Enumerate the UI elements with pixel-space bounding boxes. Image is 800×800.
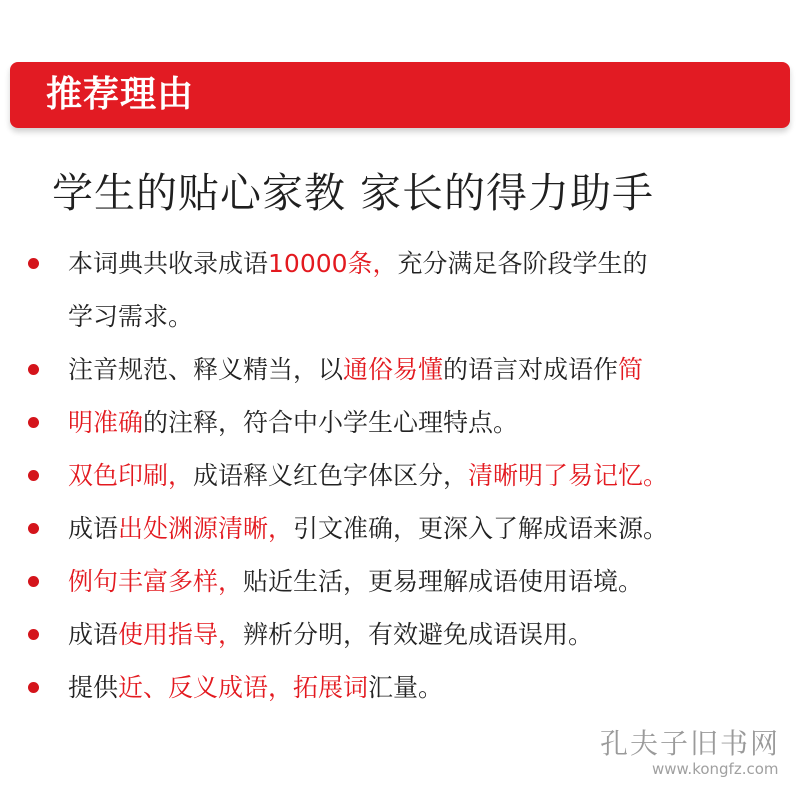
text-highlight: 通俗易懂 (343, 355, 444, 384)
text-normal: 本词典共收录成语 (68, 249, 269, 278)
list-item-text (68, 562, 643, 602)
subtitle: 学生的贴心家教 家长的得力助手 (52, 169, 655, 217)
text-normal: 成语 (68, 620, 119, 649)
text-highlight: 出处渊源清晰， (118, 514, 294, 543)
text-highlight: 10000条， (268, 249, 398, 278)
text-normal: 学习需求。 (68, 302, 194, 331)
bullet-dot-icon (28, 682, 39, 693)
text-normal: 提供 (68, 673, 119, 702)
watermark-url: www.kongfz.com (652, 760, 779, 778)
text-normal: 贴近生活，更易理解成语使用语境。 (243, 567, 644, 596)
bullet-dot-icon (28, 523, 39, 534)
bullet-dot-icon (28, 364, 39, 375)
list-item-text (68, 350, 643, 390)
bullet-dot-icon (28, 258, 39, 269)
text-highlight: 近、反义成语， (118, 673, 294, 702)
text-normal: 充分满足各阶段学生的 (397, 249, 648, 278)
text-normal: 辨析分明，有效避免成语误用。 (243, 620, 594, 649)
text-normal: 的注释，符合中小学生心理特点。 (143, 408, 519, 437)
bullet-dot-icon (28, 576, 39, 587)
list-item-text (68, 456, 668, 496)
list-item-text (68, 668, 443, 708)
text-normal: 成语 (68, 514, 119, 543)
list-item-text (68, 297, 193, 337)
list-item-text (68, 509, 668, 549)
text-normal: 汇量。 (368, 673, 444, 702)
text-highlight: 使用指导， (118, 620, 244, 649)
watermark-logo: 孔夫子旧书网 (600, 727, 781, 760)
list-item-text (68, 403, 518, 443)
text-normal: 成语释义红色字体区分， (193, 461, 469, 490)
bullet-dot-icon (28, 470, 39, 481)
header-title: 推荐理由 (46, 74, 195, 115)
text-highlight: 简 (618, 355, 644, 384)
text-highlight: 拓展词 (293, 673, 369, 702)
text-normal: 的语言对成语作 (443, 355, 619, 384)
bullet-dot-icon (28, 629, 39, 640)
list-item-text (68, 244, 648, 284)
text-highlight: 例句丰富多样， (68, 567, 244, 596)
bullet-dot-icon (28, 417, 39, 428)
header-bar (10, 62, 790, 128)
text-highlight: 双色印刷， (68, 461, 194, 490)
text-highlight: 明准确 (68, 408, 144, 437)
list-item-text (68, 615, 593, 655)
text-normal: 注音规范、释义精当，以 (68, 355, 344, 384)
text-highlight: 清晰明了易记忆。 (468, 461, 669, 490)
text-normal: 引文准确，更深入了解成语来源。 (293, 514, 669, 543)
